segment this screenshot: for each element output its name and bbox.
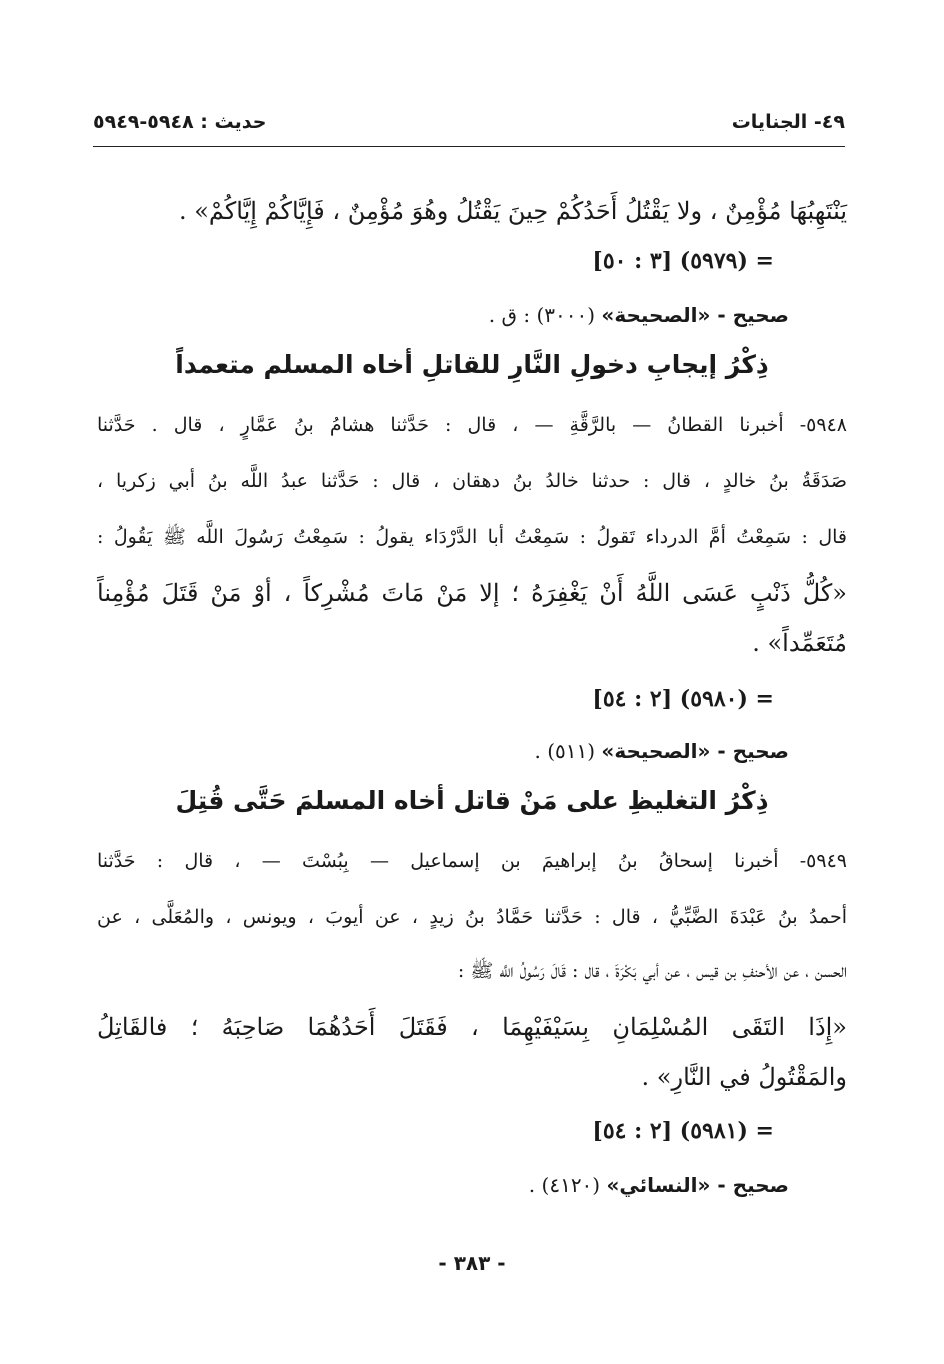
isnad-line: ٥٩٤٩- أخبرنا إسحاقُ بنُ إبراهيمَ بن إسماعيل — بِبُسْتَ — ، قال : حَدَّثنا [97, 850, 847, 872]
section-title: ذِكْرُ إيجابِ دخولِ النَّارِ للقاتلِ أخاه المسلم متعمداً [175, 350, 769, 379]
hadith-range: حديث : ٥٩٤٨-٥٩٤٩ [93, 111, 267, 133]
grading-note [489, 300, 789, 330]
cross-reference: = (٥٩٨١) [٢ : ٥٤] [592, 1118, 774, 1144]
grading-note [534, 736, 789, 766]
isnad-line: صَدَقَةُ بنُ خالدٍ ، قال : حدثنا خالدُ بنُ دهقان ، قال : حَدَّثنا عبدُ اللَّه بنُ أبي زكريا ، [97, 470, 847, 492]
hadith-text: مُتَعَمِّداً» . [752, 629, 847, 657]
isnad-line: الحسن ، عن الأحنفِ بن قيس ، عن أبي بَكْرَةَ ، قال : قَالَ رَسُولُ اللَّه ﷺ : [457, 960, 847, 982]
grade-label: صحيح - «النسائي» [606, 1173, 789, 1197]
grade-label: صحيح - «الصحيحة» [601, 739, 789, 763]
running-header [93, 104, 845, 140]
cross-reference: = (٥٩٨٠) [٢ : ٥٤] [592, 686, 774, 712]
continuation-text: يَنْتَهِبُهَا مُؤْمِنٌ ، ولا يَقْتُلُ أَحَدُكُمْ حِينَ يَقْتُلُ وهُوَ مُؤْمِنٌ ، فَإِيَّاكُمْ إِيَّاكُمْ» . [178, 197, 847, 225]
chapter-title: ٤٩- الجنايات [731, 111, 845, 133]
grade-reference: (٥١١) . [534, 739, 596, 763]
isnad-line: ٥٩٤٨- أخبرنا القطانُ — بالرَّقَّةِ — ، قال : حَدَّثنا هشامُ بنُ عَمَّارٍ ، قال . حَدَّثنا [97, 414, 847, 436]
page-number: - ٣٨٣ - [438, 1251, 506, 1275]
hadith-text: والمَقْتُولُ في النَّارِ» . [641, 1063, 847, 1091]
hadith-text: «كُلُّ ذَنْبٍ عَسَى اللَّهُ أَنْ يَغْفِرَهُ ؛ إلا مَنْ مَاتَ مُشْرِكاً ، أوْ مَنْ قَتَلَ مُؤْمِناً [97, 579, 847, 607]
section-title: ذِكْرُ التغليظِ على مَنْ قاتل أخاه المسلمَ حَتَّى قُتِلَ [175, 786, 769, 815]
header-rule [93, 146, 845, 147]
isnad-line: أحمدُ بنُ عَبْدَةَ الضَّبِّيُّ ، قال : حَدَّثنا حَمَّادُ بنُ زيدٍ ، عن أيوبَ ، ويونس ، والمُعَلَّى ، عن [97, 906, 847, 928]
grade-reference: (٤١٢٠) . [528, 1173, 601, 1197]
grade-reference: (٣٠٠٠) : ق . [488, 303, 596, 327]
hadith-text: «إِذَا التَقَى المُسْلِمَانِ بِسَيْفَيْهِمَا ، فَقَتَلَ أَحَدُهُمَا صَاحِبَهُ ؛ فالقَاتِلُ [97, 1013, 847, 1041]
isnad-line: قال : سَمِعْتُ أمَّ الدرداء تَقولُ : سَمِعْتُ أبا الدَّرْدَاء يقولُ : سَمِعْتُ رَسُولَ اللَّه ﷺ يَقُولُ : [97, 526, 847, 548]
cross-reference: = (٥٩٧٩) [٣ : ٥٠] [592, 248, 774, 274]
grade-label: صحيح - «الصحيحة» [601, 303, 789, 327]
grading-note [529, 1170, 789, 1200]
